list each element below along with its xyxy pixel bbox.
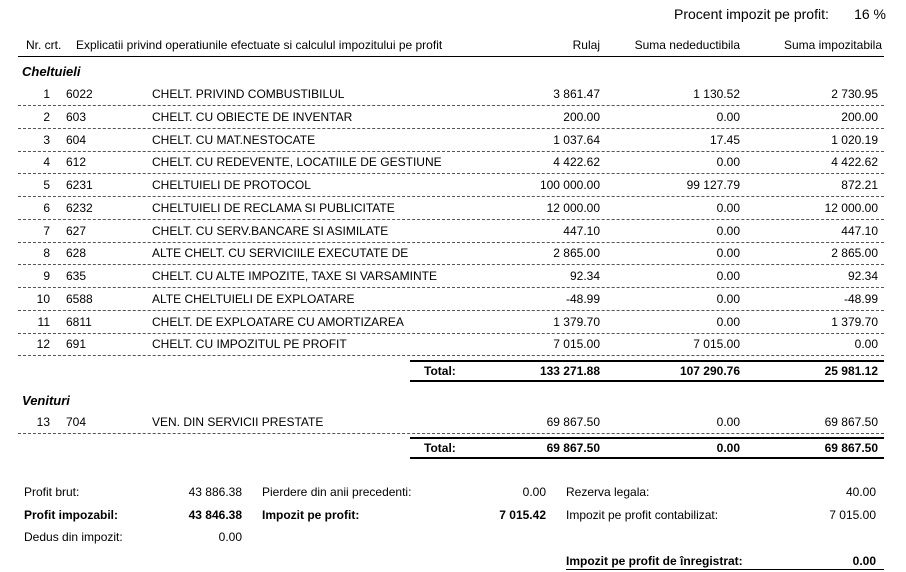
rulaj-value: 1 037.64 xyxy=(553,132,600,147)
section-title-expenses: Cheltuieli xyxy=(22,64,81,79)
account-description: ALTE CHELT. CU SERVICIILE EXECUTATE DE xyxy=(152,246,409,261)
rulaj-value: 200.00 xyxy=(563,109,600,124)
row-number: 12 xyxy=(36,337,50,352)
impozitabila-value: -48.99 xyxy=(843,291,878,306)
rezerva-label: Rezerva legala: xyxy=(566,485,650,499)
account-description: CHELT. CU SERV.BANCARE SI ASIMILATE xyxy=(152,223,389,238)
profit-brut-value: 43 886.38 xyxy=(188,485,242,499)
impozitabila-value: 92.34 xyxy=(847,269,878,283)
total-rulaj: 133 271.88 xyxy=(539,364,600,378)
col-header-expl: Explicatii privind operatiunile efectuate si calculul impozitului pe profit xyxy=(76,38,443,52)
row-number: 11 xyxy=(37,314,50,329)
account-code: 6232 xyxy=(66,200,93,215)
rulaj-value: 7 015.00 xyxy=(553,337,600,352)
account-code: 6231 xyxy=(66,178,93,192)
table-row xyxy=(18,83,884,106)
account-description: ALTE CHELTUIELI DE EXPLOATARE xyxy=(152,291,355,306)
account-code: 628 xyxy=(66,246,87,261)
impozitabila-value: 1 379.70 xyxy=(831,314,878,329)
tax-rate-value: 16 % xyxy=(854,6,886,22)
account-code: 691 xyxy=(66,337,87,352)
nedeductibila-value: 7 015.00 xyxy=(693,337,740,352)
impozit-label: Impozit pe profit: xyxy=(262,508,360,522)
row-number: 2 xyxy=(43,109,50,124)
account-description: CHELT. CU REDEVENTE, LOCATIILE DE GESTIUNE xyxy=(152,155,442,170)
row-number: 13 xyxy=(36,415,50,429)
row-number: 5 xyxy=(43,178,50,192)
rulaj-value: 12 000.00 xyxy=(546,200,600,215)
tax-rate-label: Procent impozit pe profit: xyxy=(674,6,829,22)
account-code: 627 xyxy=(66,223,87,238)
table-row xyxy=(18,220,884,243)
table-row xyxy=(18,151,884,174)
rulaj-value: 69 867.50 xyxy=(546,415,600,429)
total-nedeductibila: 107 290.76 xyxy=(679,364,740,378)
final-underline xyxy=(566,569,884,570)
row-number: 3 xyxy=(43,132,50,147)
account-description: CHELTUIELI DE RECLAMA SI PUBLICITATE xyxy=(152,200,395,215)
profit-impozabil-value: 43 846.38 xyxy=(188,508,242,522)
account-description: CHELT. CU MAT.NESTOCATE xyxy=(152,132,316,147)
account-code: 704 xyxy=(66,415,87,429)
account-description: VEN. DIN SERVICII PRESTATE xyxy=(152,415,324,429)
impozitabila-value: 69 867.50 xyxy=(824,415,878,429)
rulaj-value: 1 379.70 xyxy=(553,314,600,329)
rulaj-value: -48.99 xyxy=(565,291,600,306)
total-label: Total: xyxy=(424,364,456,378)
impozitabila-value: 4 422.62 xyxy=(831,155,878,170)
account-code: 635 xyxy=(66,269,87,283)
col-header-impozitabila: Suma impozitabila xyxy=(783,38,882,52)
impozit-value: 7 015.42 xyxy=(499,508,546,522)
account-code: 612 xyxy=(66,155,87,170)
total-impozitabila: 69 867.50 xyxy=(824,441,878,455)
expenses-total-row xyxy=(410,360,884,382)
nedeductibila-value: 0.00 xyxy=(716,155,740,170)
nedeductibila-value: 0.00 xyxy=(716,200,740,215)
rulaj-value: 447.10 xyxy=(563,223,600,238)
nedeductibila-value: 0.00 xyxy=(716,269,740,283)
rezerva-value: 40.00 xyxy=(845,485,876,499)
table-row xyxy=(18,197,884,220)
account-description: CHELT. CU OBIECTE DE INVENTAR xyxy=(152,109,353,124)
nedeductibila-value: 0.00 xyxy=(716,109,740,124)
contabilizat-value: 7 015.00 xyxy=(829,508,876,522)
impozitabila-value: 0.00 xyxy=(854,337,878,352)
impozitabila-value: 12 000.00 xyxy=(824,200,878,215)
account-description: CHELTUIELI DE PROTOCOL xyxy=(152,178,311,192)
row-number: 6 xyxy=(43,200,50,215)
impozitabila-value: 2 730.95 xyxy=(831,87,878,101)
account-code: 6811 xyxy=(66,314,92,329)
nedeductibila-value: 0.00 xyxy=(716,291,740,306)
account-description: CHELT. DE EXPLOATARE CU AMORTIZAREA xyxy=(152,314,404,329)
table-row xyxy=(18,174,884,197)
row-number: 9 xyxy=(43,269,50,283)
col-header-nr: Nr. crt. xyxy=(26,38,62,52)
account-code: 6588 xyxy=(66,291,93,306)
account-description: CHELT. PRIVIND COMBUSTIBILUL xyxy=(152,87,345,101)
nedeductibila-value: 0.00 xyxy=(716,314,740,329)
table-row xyxy=(18,311,884,334)
table-row xyxy=(18,411,884,434)
rulaj-value: 3 861.47 xyxy=(553,87,600,101)
inregistrat-label: Impozit pe profit de înregistrat: xyxy=(566,554,743,568)
total-impozitabila: 25 981.12 xyxy=(824,364,878,378)
table-row xyxy=(18,242,884,265)
dedus-value: 0.00 xyxy=(218,530,242,544)
pierdere-value: 0.00 xyxy=(522,485,546,499)
profit-brut-label: Profit brut: xyxy=(24,485,80,499)
account-description: CHELT. CU IMPOZITUL PE PROFIT xyxy=(152,337,347,352)
row-number: 8 xyxy=(43,246,50,261)
pierdere-label: Pierdere din anii precedenti: xyxy=(262,485,412,499)
nedeductibila-value: 0.00 xyxy=(716,246,740,261)
impozitabila-value: 2 865.00 xyxy=(831,246,878,261)
account-description: CHELT. CU ALTE IMPOZITE, TAXE SI VARSAMINTE xyxy=(152,269,437,283)
profit-impozabil-label: Profit impozabil: xyxy=(24,508,118,522)
table-row xyxy=(18,265,884,288)
table-row xyxy=(18,333,884,356)
row-number: 7 xyxy=(43,223,50,238)
total-label: Total: xyxy=(424,441,456,455)
row-number: 10 xyxy=(36,291,50,306)
nedeductibila-value: 0.00 xyxy=(716,223,740,238)
nedeductibila-value: 1 130.52 xyxy=(693,87,740,101)
header-divider xyxy=(18,56,884,57)
revenues-total-row xyxy=(410,437,884,459)
impozitabila-value: 872.21 xyxy=(841,178,878,192)
table-row xyxy=(18,129,884,152)
row-number: 1 xyxy=(43,87,50,101)
section-title-revenues: Venituri xyxy=(22,393,70,408)
account-code: 604 xyxy=(66,132,87,147)
account-code: 603 xyxy=(66,109,87,124)
rulaj-value: 4 422.62 xyxy=(553,155,600,170)
impozitabila-value: 447.10 xyxy=(841,223,878,238)
row-number: 4 xyxy=(43,155,50,170)
table-row xyxy=(18,288,884,311)
rulaj-value: 2 865.00 xyxy=(553,246,600,261)
dedus-label: Dedus din impozit: xyxy=(24,530,123,544)
nedeductibila-value: 0.00 xyxy=(716,415,740,429)
inregistrat-value: 0.00 xyxy=(852,554,876,568)
table-row xyxy=(18,106,884,129)
contabilizat-label: Impozit pe profit contabilizat: xyxy=(566,508,719,522)
rulaj-value: 100 000.00 xyxy=(539,178,600,192)
col-header-nedeductibila: Suma nedeductibila xyxy=(634,38,740,52)
total-rulaj: 69 867.50 xyxy=(546,441,600,455)
nedeductibila-value: 17.45 xyxy=(709,132,740,147)
col-header-rulaj: Rulaj xyxy=(572,38,600,52)
rulaj-value: 92.34 xyxy=(569,269,600,283)
account-code: 6022 xyxy=(66,87,93,101)
impozitabila-value: 1 020.19 xyxy=(831,132,878,147)
nedeductibila-value: 99 127.79 xyxy=(686,178,740,192)
total-nedeductibila: 0.00 xyxy=(716,441,740,455)
impozitabila-value: 200.00 xyxy=(841,109,878,124)
